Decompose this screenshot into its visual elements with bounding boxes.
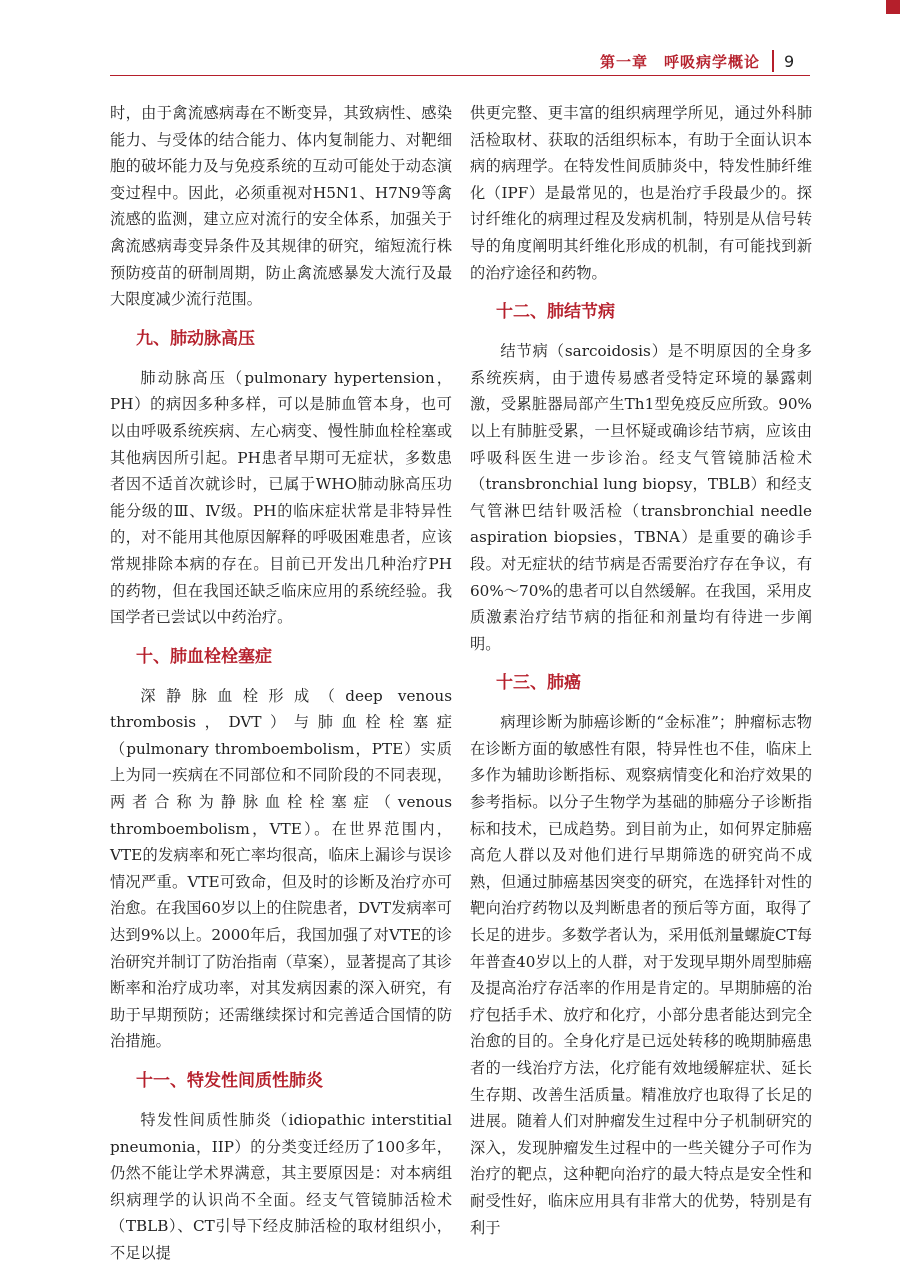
corner-color-tab	[886, 0, 900, 14]
header-divider	[772, 50, 774, 72]
running-header	[600, 48, 794, 74]
chapter-title: 第一章 呼吸病学概论	[600, 52, 761, 71]
paragraph-iip: 特发性间质性肺炎（idiopathic interstitial pneumonia，IIP）的分类变迁经历了100多年，仍然不能让学术界满意，其主要原因是：对本病组织病理学的认识尚不全面。经支气管镜肺活检术（TBLB）、CT引导下经皮肺活检的取材组织小，不足以提	[110, 1111, 452, 1262]
section-heading-lung-cancer: 十三、肺癌	[496, 673, 581, 694]
section-heading-pulmonary-hypertension: 九、肺动脉高压	[136, 328, 255, 349]
paragraph-lung-cancer: 病理诊断为肺癌诊断的“金标准”；肿瘤标志物在诊断方面的敏感性有限，特异性也不佳，临床上多作为辅助诊断指标、观察病情变化和治疗效果的参考指标。以分子生物学为基础的肺癌分子诊断指标和技术，已成趋势。到目前为止，如何界定肺癌高危人群以及对他们进行早期筛选的研究尚不成熟，但通过肺癌基因突变的研究，在选择针对性的靶向治疗药物以及判断患者的预后等方面，取得了长足的进步。多数学者认为，采用低剂量螺旋CT每年普查40岁以上的人群，对于发现早期外周型肺癌及提高治疗存活率的作用是肯定的。早期肺癌的治疗包括手术、放疗和化疗，小部分患者能达到完全治愈的目的。全身化疗是已远处转移的晚期肺癌患者的一线治疗方法，化疗能有效地缓解症状、延长生存期、改善生活质量。精准放疗也取得了长足的进展。随着人们对肿瘤发生过程中分子机制研究的深入，发现肿瘤发生过程中的一些关键分子可作为治疗的靶点，这种靶向治疗的最大特点是安全性和耐受性好，临床应用具有非常大的优势，特别是有利于	[470, 713, 812, 1237]
paragraph-continued: 时，由于禽流感病毒在不断变异，其致病性、感染能力、与受体的结合能力、体内复制能力、对靶细胞的破坏能力及与免疫系统的互动可能处于动态演变过程中。因此，必须重视对H5N1、H7N9等禽流感的监测，建立应对流行的安全体系，加强关于禽流感病毒变异条件及其规律的研究，缩短流行株预防疫苗的研制周期，防止禽流感暴发大流行及最大限度减少流行范围。	[110, 104, 452, 309]
left-column	[110, 100, 452, 1267]
page-number: 9	[784, 51, 795, 71]
right-column	[470, 100, 812, 1241]
paragraph-pulmonary-thromboembolism: 深静脉血栓形成（deep venous thrombosis，DVT）与肺血栓栓塞症（pulmonary thromboembolism，PTE）实质上为同一疾病在不同部位和不同阶段的不同表现，两者合称为静脉血栓栓塞症（venous thromboembolism，VTE）。在世界范围内，VTE的发病率和死亡率均很高，临床上漏诊与误诊情况严重。VTE可致命，但及时的诊断及治疗亦可治愈。在我国60岁以上的住院患者，DVT发病率可达到9%以上。2000年后，我国加强了对VTE的诊治研究并制订了防治指南（草案），显著提高了其诊断率和治疗成功率，对其发病因素的深入研究，有助于早期预防；还需继续探讨和完善适合国情的防治措施。	[110, 686, 452, 1051]
section-heading-pulmonary-thromboembolism: 十、肺血栓栓塞症	[136, 646, 272, 667]
section-heading-iip: 十一、特发性间质性肺炎	[136, 1071, 323, 1091]
paragraph-sarcoidosis: 结节病（sarcoidosis）是不明原因的全身多系统疾病，由于遗传易感者受特定环境的暴露刺激，受累脏器局部产生Th1型免疫反应所致。90%以上有肺脏受累，一旦怀疑或确诊结节病，应该由呼吸科医生进一步诊治。经支气管镜肺活检术（transbronchial lung biopsy，TBLB）和经支气管淋巴结针吸活检（transbronchial needle aspiration biopsies，TBNA）是重要的确诊手段。对无症状的结节病是否需要治疗存在争议，有60%～70%的患者可以自然缓解。在我国，采用皮质激素治疗结节病的指征和剂量均有待进一步阐明。	[470, 342, 812, 653]
paragraph-iip-continued: 供更完整、更丰富的组织病理学所见，通过外科肺活检取材、获取的活组织标本，有助于全面认识本病的病理学。在特发性间质肺炎中，特发性肺纤维化（IPF）是最常见的，也是治疗手段最少的。探讨纤维化的病理过程及发病机制，特别是从信号转导的角度阐明其纤维化形成的机制，有可能找到新的治疗途径和药物。	[470, 104, 812, 282]
header-rule	[110, 75, 810, 76]
section-heading-sarcoidosis: 十二、肺结节病	[496, 302, 615, 323]
paragraph-pulmonary-hypertension: 肺动脉高压（pulmonary hypertension，PH）的病因多种多样，可以是肺血管本身，也可以由呼吸系统疾病、左心病变、慢性肺血栓栓塞或其他病因所引起。PH患者早期可无症状，多数患者因不适首次就诊时，已属于WHO肺动脉高压功能分级的Ⅲ、Ⅳ级。PH的临床症状常是非特异性的，对不能用其他原因解释的呼吸困难患者，应该常规排除本病的存在。目前已开发出几种治疗PH的药物，但在我国还缺乏临床应用的系统经验。我国学者已尝试以中药治疗。	[110, 368, 452, 627]
